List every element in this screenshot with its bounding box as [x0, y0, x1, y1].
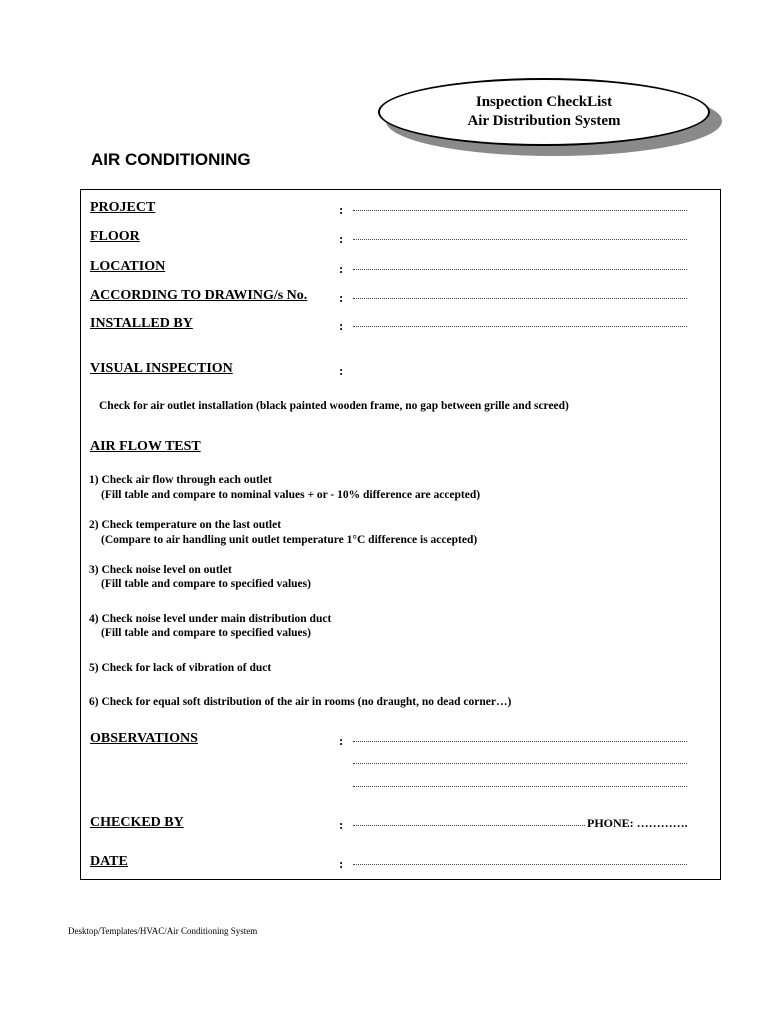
drawing-colon: : — [339, 290, 344, 305]
checked-by-label: CHECKED BY — [90, 815, 184, 830]
observations-field-1[interactable] — [353, 741, 687, 742]
visual-inspection-label: VISUAL INSPECTION — [90, 361, 233, 376]
date-label: DATE — [90, 854, 128, 869]
title-oval — [378, 78, 710, 146]
date-field[interactable] — [353, 864, 687, 865]
floor-colon: : — [339, 231, 344, 246]
project-colon: : — [339, 202, 344, 217]
check-6-line-1: 6) Check for equal soft distribution of the air in rooms (no draught, no dead corner…) — [89, 696, 512, 708]
installed-by-field[interactable] — [353, 326, 687, 327]
floor-label: FLOOR — [90, 229, 140, 244]
visual-inspection-colon: : — [339, 363, 344, 378]
visual-check-text: Check for air outlet installation (black painted wooden frame, no gap between grille and screed) — [99, 400, 569, 412]
air-flow-test-title: AIR FLOW TEST — [90, 439, 201, 454]
title-line-1: Inspection CheckList — [475, 94, 613, 110]
checked-by-field[interactable] — [353, 825, 585, 826]
observations-label: OBSERVATIONS — [90, 731, 198, 746]
title-line-2: Air Distribution System — [467, 113, 621, 129]
drawing-field[interactable] — [353, 298, 687, 299]
project-field[interactable] — [353, 210, 687, 211]
drawing-label: ACCORDING TO DRAWING/s No. — [90, 288, 308, 303]
check-4-line-2: (Fill table and compare to specified values) — [101, 627, 311, 639]
check-5-line-1: 5) Check for lack of vibration of duct — [89, 662, 272, 674]
observations-field-2[interactable] — [353, 763, 687, 764]
footer-path: Desktop/Templates/HVAC/Air Conditioning System — [68, 926, 258, 936]
installed-by-label: INSTALLED BY — [90, 316, 193, 331]
check-3-line-1: 3) Check noise level on outlet — [89, 564, 232, 576]
checked-by-colon: : — [339, 817, 344, 832]
observations-colon: : — [339, 733, 344, 748]
check-4-line-1: 4) Check noise level under main distribution duct — [89, 613, 332, 625]
location-label: LOCATION — [90, 259, 166, 274]
check-2-line-2: (Compare to air handling unit outlet temperature 1°C difference is accepted) — [101, 534, 478, 546]
check-1-line-1: 1) Check air flow through each outlet — [89, 474, 272, 486]
location-field[interactable] — [353, 269, 687, 270]
installed-by-colon: : — [339, 318, 344, 333]
project-label: PROJECT — [90, 200, 156, 215]
floor-field[interactable] — [353, 239, 687, 240]
observations-field-3[interactable] — [353, 786, 687, 787]
check-1-line-2: (Fill table and compare to nominal values + or - 10% difference are accepted) — [101, 489, 481, 501]
location-colon: : — [339, 261, 344, 276]
date-colon: : — [339, 856, 344, 871]
check-2-line-1: 2) Check temperature on the last outlet — [89, 519, 282, 531]
page-heading: AIR CONDITIONING — [91, 150, 251, 169]
phone-field[interactable]: PHONE: …………. — [587, 816, 688, 830]
check-3-line-2: (Fill table and compare to specified values) — [101, 578, 311, 590]
